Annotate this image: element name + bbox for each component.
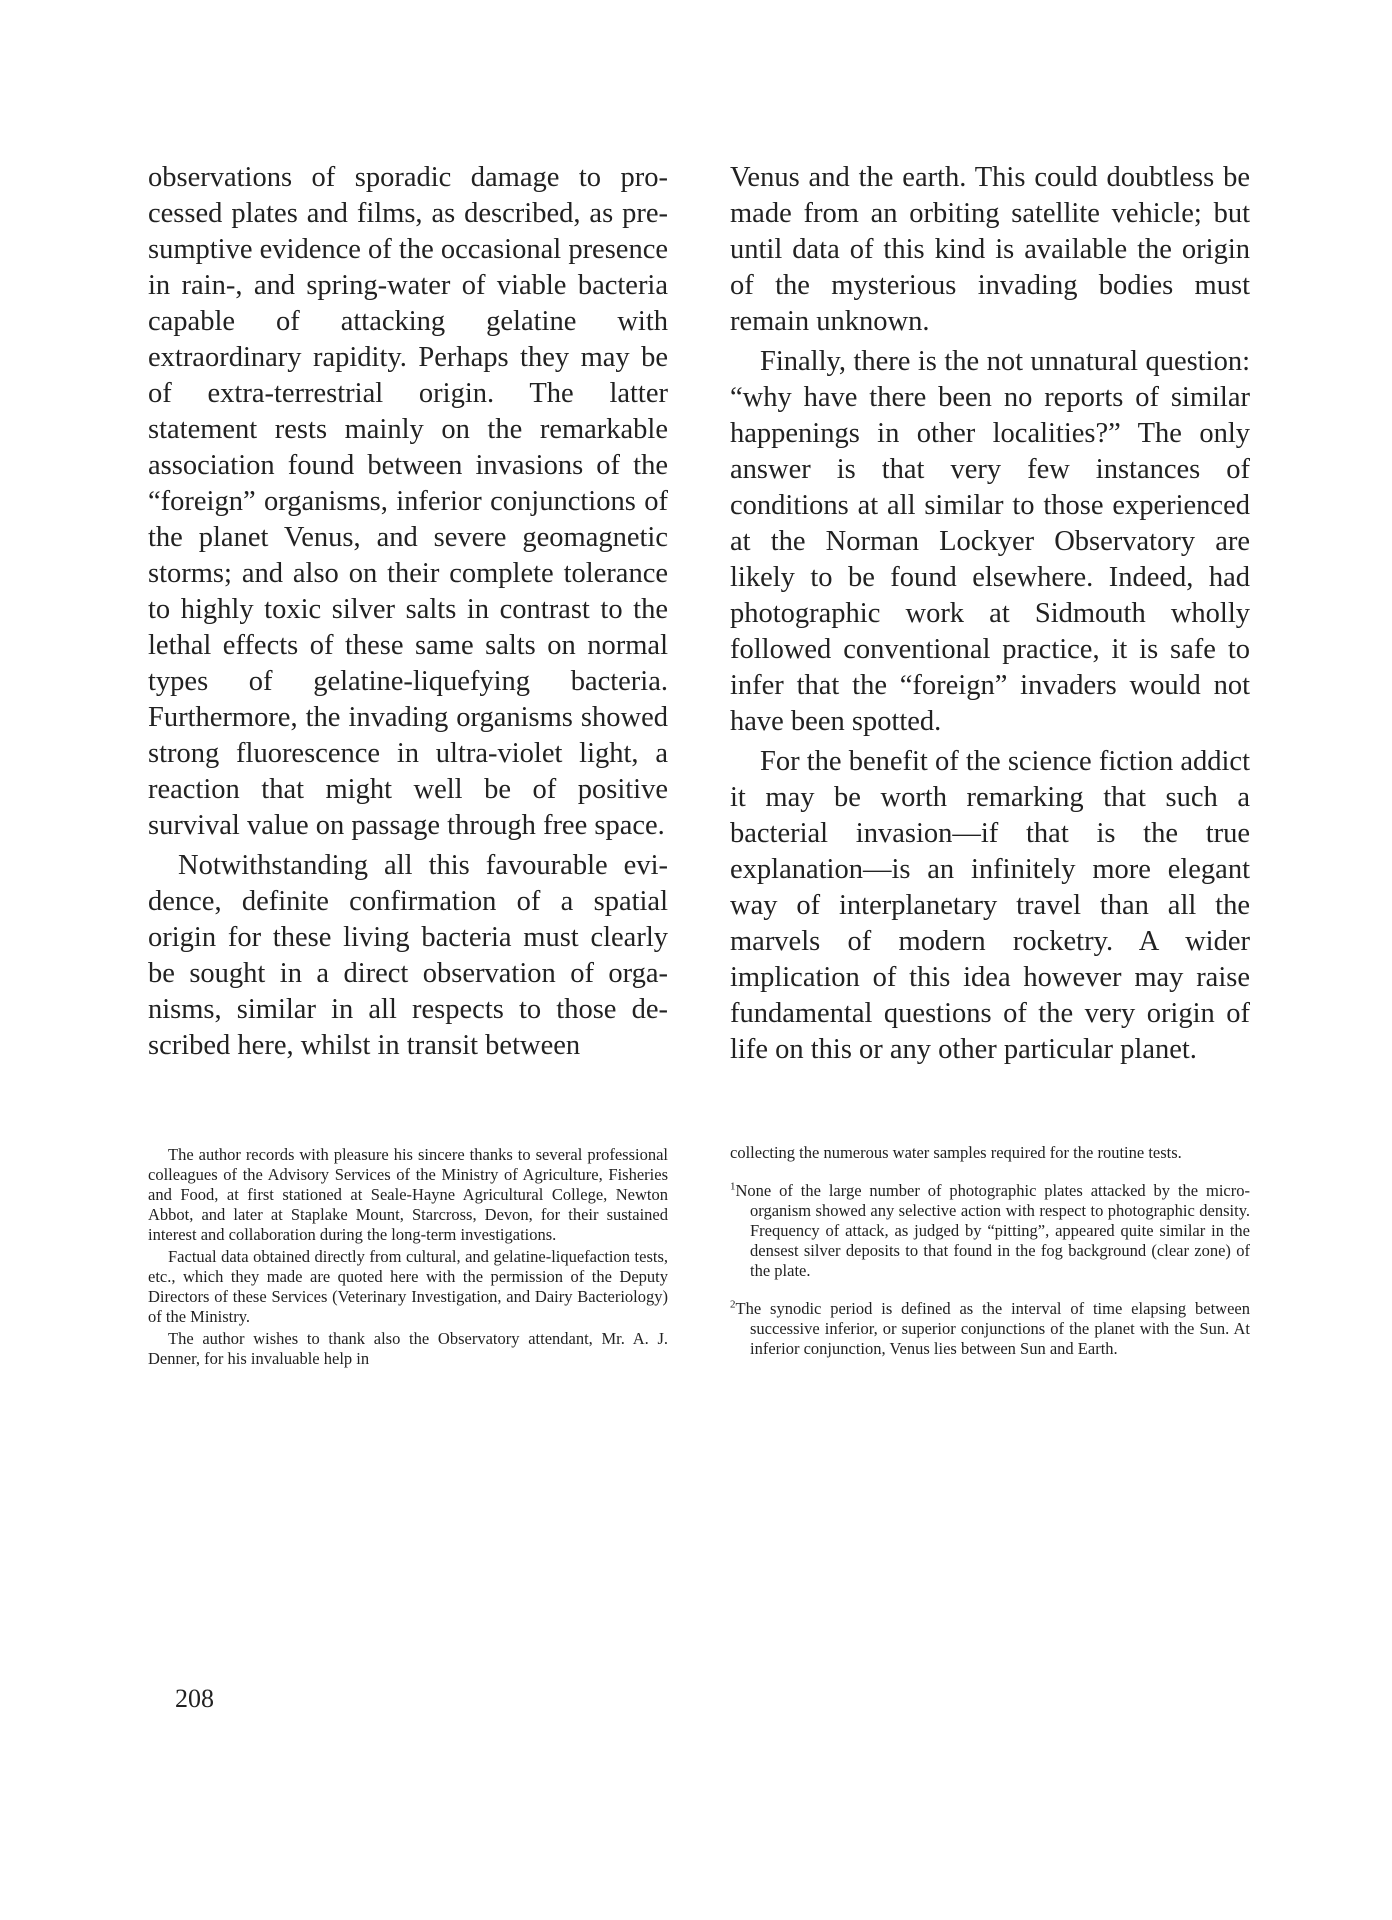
footnote-text: The synodic period is defined as the interval of time elapsing between successive inferior, or superior conjunctions of the planet with the Sun. At inferior conjunction, Venus lies between Sun and Earth.	[735, 1299, 1250, 1358]
left-column-body	[148, 160, 668, 1064]
footnote-1	[730, 1181, 1250, 1281]
body-paragraph: Finally, there is the not unnatural question: “why have there been no reports of similar happenings in other localities?” The only answer is that very few instances of conditions at all similar to those experienced at the Norman Lockyer Observatory are likely to be found elsewhere. Indeed, had photographic work at Sidmouth wholly followed conventional practice, it is safe to infer that the “foreign” invaders would not have been spotted.	[730, 346, 1250, 737]
footnote-2	[730, 1299, 1250, 1359]
acknowledgement-paragraph: Factual data obtained directly from cultural, and gelatine-liquefaction tests, etc., which they made are quoted here with the permission of the Deputy Directors of these Services (Veterinary Investigation, and Dairy Bacteriology) of the Ministry.	[148, 1247, 668, 1326]
acknowledgement-paragraph: The author records with pleasure his sincere thanks to several professional colleagues of the Advisory Services of the Ministry of Agriculture, Fisheries and Food, at first stationed at Seale-Hayne Agricultural College, Newton Abbot, and later at Staplake Mount, Starcross, Devon, for their sustained interest and collaboration during the long-term investigations.	[148, 1145, 668, 1244]
body-paragraph: Venus and the earth. This could doubtless be made from an orbiting satellite vehicle; but until data of this kind is available the origin of the mysterious invading bodies must remain unknown.	[730, 162, 1250, 337]
body-paragraph: Notwithstanding all this favourable evidence, definite confirmation of a spatial origin for these living bacteria must clearly be sought in a direct observation of organisms, similar in all respects to those described here, whilst in transit between	[148, 850, 668, 1061]
body-paragraph: For the benefit of the science fiction addict it may be worth remarking that such a bacterial invasion—if that is the true explanation—is an infinitely more elegant way of interplanetary travel than all the marvels of modern rocketry. A wider implication of this idea however may raise fundamental questions of the very origin of life on this or any other particular planet.	[730, 746, 1250, 1065]
footnote-text: None of the large number of photographic plates attacked by the micro-organism showed any selective action with respect to photographic density. Frequency of attack, as judged by “pitting”, appeared quite similar in the densest silver deposits to that found in the fog background (clear zone) of the plate.	[735, 1181, 1250, 1280]
footnote-marker: 2	[730, 1298, 736, 1311]
footnote-marker: 1	[730, 1180, 736, 1193]
page-number: 208	[175, 1684, 214, 1713]
acknowledgements	[148, 1143, 668, 1369]
acknowledgement-paragraph: The author wishes to thank also the Observatory attendant, Mr. A. J. Denner, for his invaluable help in	[148, 1329, 668, 1368]
right-column-body	[730, 160, 1250, 1068]
body-paragraph: observations of sporadic damage to processed plates and films, as described, as presumptive evidence of the occasional presence in rain-, and spring-water of viable bacteria capable of attacking gelatine with extraordinary rapidity. Perhaps they may be of extra-terrestrial origin. The latter statement rests mainly on the remarkable association found between invasions of the “foreign” organisms, inferior conjunctions of the planet Venus, and severe geomagnetic storms; and also on their complete tolerance to highly toxic silver salts in contrast to the lethal effects of these same salts on normal types of gelatine-liquefying bacteria. Furthermore, the invading organisms showed strong fluorescence in ultra-violet light, a reaction that might well be of positive survival value on passage through free space.	[148, 162, 668, 841]
footnotes	[730, 1143, 1250, 1359]
acknowledgement-continuation: collecting the numerous water samples required for the routine tests.	[730, 1143, 1182, 1162]
